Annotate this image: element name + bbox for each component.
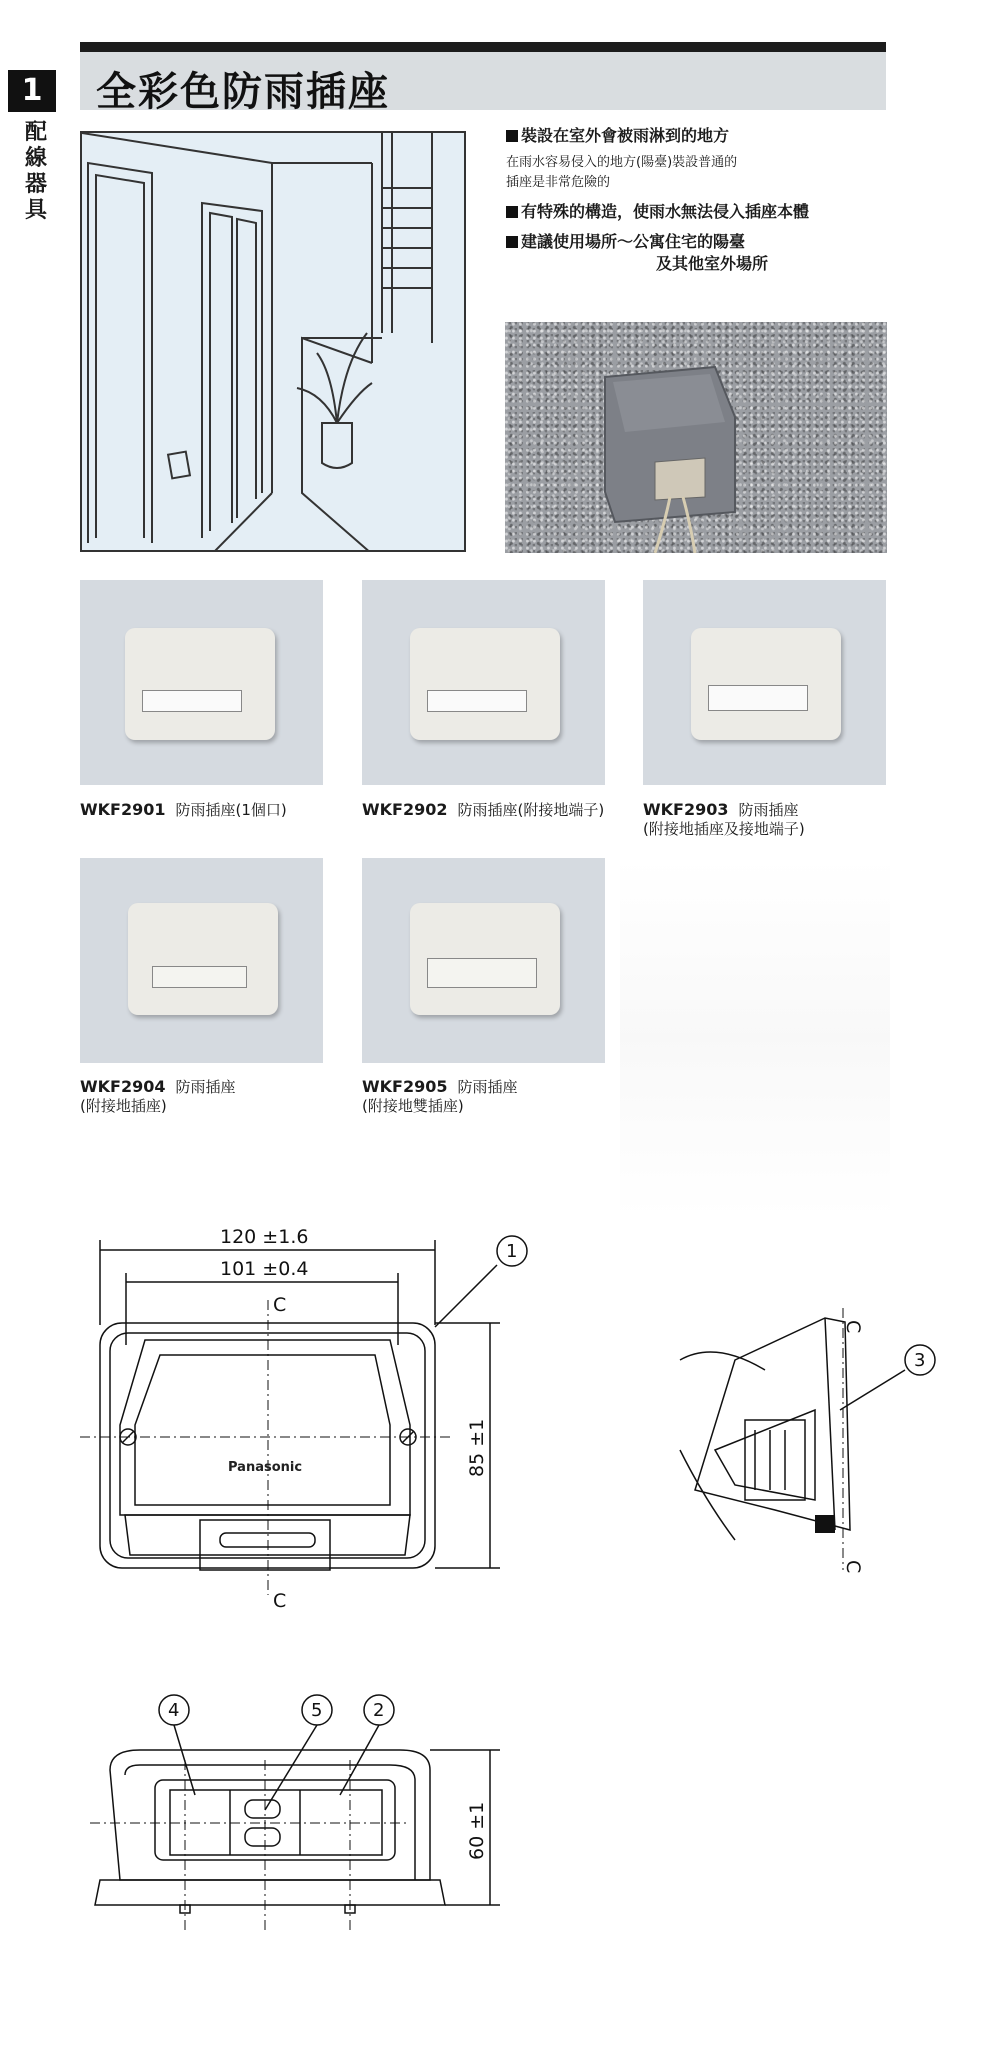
product-description-note: (附接地插座及接地端子) [643,820,805,838]
brand-label: Panasonic [228,1460,303,1475]
product-code: WKF2902 [362,800,448,819]
product-caption [80,1077,236,1116]
dim-inner-width: 101 ±0.4 [220,1258,309,1280]
bottom-view-drawing [80,1680,500,2000]
feature-heading-3-continued: 及其他室外場所 [656,254,769,273]
installed-outlet-photo [505,322,887,553]
balcony-illustration [80,131,466,552]
product-description: 防雨插座 [738,801,799,819]
outlet-body [125,628,275,740]
outlet-faceplate [142,690,242,712]
bullet-square-icon [506,236,518,248]
feature-description [506,153,886,193]
section-mark-bottom: C [842,1560,864,1574]
product-code: WKF2905 [362,1077,448,1096]
dim-outer-width: 120 ±1.6 [220,1226,309,1248]
outlet-faceplate [427,690,527,712]
callout-1: 1 [506,1241,518,1262]
front-view-drawing [80,1215,550,1615]
callout-2: 2 [373,1700,385,1721]
callout-3: 3 [914,1350,926,1371]
product-photo-wkf2901 [80,580,323,785]
feature-heading-3: 建議使用場所～公寓住宅的陽臺 [506,231,886,253]
chapter-number: 1 [8,70,56,112]
feature-heading-1: 裝設在室外會被雨淋到的地方 [506,125,886,147]
product-description: 防雨插座(1個口) [175,801,287,819]
product-description: 防雨插座(附接地端子) [457,801,605,819]
section-mark-bottom: C [273,1590,287,1612]
product-photo-wkf2902 [362,580,605,785]
product-caption [80,800,287,820]
dim-height: 60 ±1 [466,1801,488,1860]
feature-description-line: 插座是非常危險的 [506,175,611,190]
product-caption [362,1077,518,1116]
outlet-faceplate [152,966,247,988]
product-photo-wkf2903 [643,580,886,785]
callout-5: 5 [311,1700,323,1721]
bullet-square-icon [506,206,518,218]
outlet-body [691,628,841,740]
chapter-name: 配線器具 [24,120,47,223]
product-description-note: (附接地插座) [80,1097,167,1115]
feature-description-line: 在雨水容易侵入的地方(陽臺)裝設普通的 [506,155,738,170]
page-title: 全彩色防雨插座 [96,69,390,115]
dim-height: 85 ±1 [466,1418,488,1477]
product-photo-wkf2905 [362,858,605,1063]
section-mark-top: C [842,1320,864,1334]
side-section-drawing [675,1300,975,1590]
feature-heading-2: 有特殊的構造，使雨水無法侵入插座本體 [506,201,886,223]
outlet-body [128,903,278,1015]
product-code: WKF2901 [80,800,166,819]
product-caption [643,800,805,839]
section-mark-top: C [273,1294,287,1316]
product-description: 防雨插座 [457,1078,518,1096]
title-rule [80,42,886,52]
product-photo-wkf2904 [80,858,323,1063]
product-description-note: (附接地雙插座) [362,1097,464,1115]
feature-list [506,125,886,275]
product-code: WKF2903 [643,800,729,819]
bullet-square-icon [506,130,518,142]
callout-4: 4 [168,1700,180,1721]
outlet-faceplate [427,958,537,988]
product-caption [362,800,604,820]
outlet-body [410,628,560,740]
product-description: 防雨插座 [175,1078,236,1096]
background-fade [620,858,890,1218]
product-code: WKF2904 [80,1077,166,1096]
outlet-faceplate [708,685,808,711]
